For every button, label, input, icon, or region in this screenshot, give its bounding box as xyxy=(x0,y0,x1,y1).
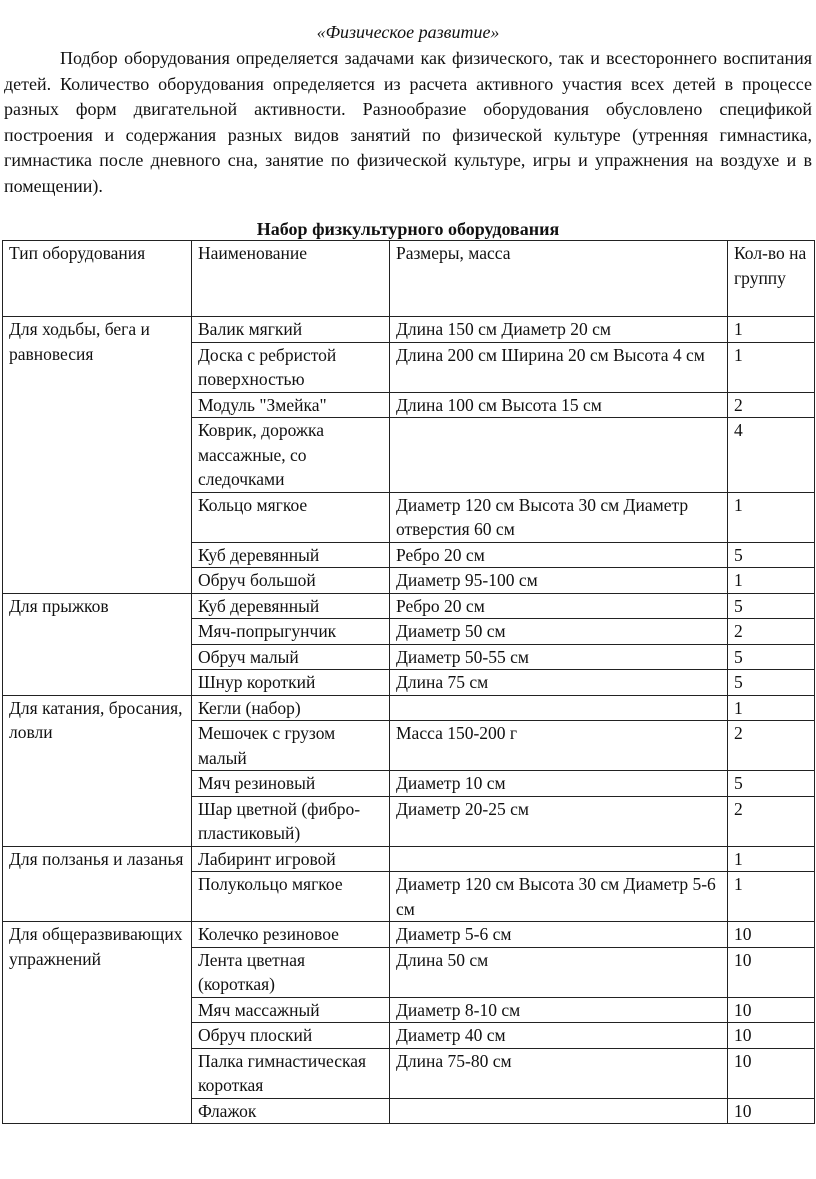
table-row xyxy=(3,317,815,343)
item-qty-cell: 5 xyxy=(728,593,815,619)
item-qty-cell: 1 xyxy=(728,568,815,594)
item-qty-cell: 10 xyxy=(728,997,815,1023)
item-size-cell xyxy=(390,695,728,721)
equipment-type-cell: Для прыжков xyxy=(3,593,192,695)
header-name: Наименование xyxy=(192,241,390,317)
item-qty-cell: 10 xyxy=(728,1048,815,1098)
intro-paragraph: Подбор оборудования определяется задачами как физического, так и всестороннего воспитания детей. Количество оборудования определяется из расчета активного участия всех детей в процессе разных форм двигательной активности. Разнообразие оборудования обусловлено спецификой построения и содержания разных видов занятий по физической культуре (утренняя гимнастика, гимнастика после дневного сна, занятие по физической культуре, игры и упражнения на воздухе и в помещении). xyxy=(4,48,812,196)
item-qty-cell: 1 xyxy=(728,492,815,542)
item-name-cell: Валик мягкий xyxy=(192,317,390,343)
item-size-cell: Диаметр 5-6 см xyxy=(390,922,728,948)
table-row xyxy=(3,922,815,948)
item-size-cell xyxy=(390,846,728,872)
item-qty-cell: 10 xyxy=(728,922,815,948)
item-size-cell: Диаметр 40 см xyxy=(390,1023,728,1049)
item-size-cell: Диаметр 120 см Высота 30 см Диаметр отверстия 60 см xyxy=(390,492,728,542)
item-qty-cell: 1 xyxy=(728,872,815,922)
item-name-cell: Кольцо мягкое xyxy=(192,492,390,542)
item-name-cell: Колечко резиновое xyxy=(192,922,390,948)
equipment-type-cell: Для общеразвивающих упражнений xyxy=(3,922,192,1124)
table-row xyxy=(3,695,815,721)
item-size-cell: Ребро 20 см xyxy=(390,542,728,568)
item-qty-cell: 10 xyxy=(728,1098,815,1124)
item-qty-cell: 2 xyxy=(728,721,815,771)
item-size-cell: Длина 150 см Диаметр 20 см xyxy=(390,317,728,343)
equipment-type-cell: Для катания, бросания, ловли xyxy=(3,695,192,846)
item-qty-cell: 5 xyxy=(728,542,815,568)
item-name-cell: Лента цветная (короткая) xyxy=(192,947,390,997)
item-qty-cell: 1 xyxy=(728,317,815,343)
section-heading: «Физическое развитие» xyxy=(316,22,500,42)
item-name-cell: Доска с ребристой поверхностью xyxy=(192,342,390,392)
item-size-cell xyxy=(390,418,728,493)
item-name-cell: Лабиринт игровой xyxy=(192,846,390,872)
item-name-cell: Шнур короткий xyxy=(192,670,390,696)
equipment-type-cell: Для ползанья и лазанья xyxy=(3,846,192,922)
item-size-cell: Диаметр 50 см xyxy=(390,619,728,645)
item-size-cell: Длина 75 см xyxy=(390,670,728,696)
table-row xyxy=(3,593,815,619)
item-name-cell: Коврик, дорожка массажные, со следочками xyxy=(192,418,390,493)
item-size-cell: Диаметр 10 см xyxy=(390,771,728,797)
item-size-cell: Диаметр 120 см Высота 30 см Диаметр 5-6 см xyxy=(390,872,728,922)
item-size-cell: Ребро 20 см xyxy=(390,593,728,619)
item-qty-cell: 2 xyxy=(728,392,815,418)
item-name-cell: Кегли (набор) xyxy=(192,695,390,721)
item-size-cell: Диаметр 95-100 см xyxy=(390,568,728,594)
item-size-cell: Масса 150-200 г xyxy=(390,721,728,771)
item-name-cell: Обруч малый xyxy=(192,644,390,670)
item-name-cell: Обруч большой xyxy=(192,568,390,594)
item-name-cell: Мяч-попрыгунчик xyxy=(192,619,390,645)
item-name-cell: Мяч резиновый xyxy=(192,771,390,797)
item-qty-cell: 10 xyxy=(728,947,815,997)
header-size: Размеры, масса xyxy=(390,241,728,317)
item-qty-cell: 5 xyxy=(728,771,815,797)
item-qty-cell: 1 xyxy=(728,695,815,721)
item-qty-cell: 2 xyxy=(728,796,815,846)
item-qty-cell: 4 xyxy=(728,418,815,493)
item-qty-cell: 1 xyxy=(728,342,815,392)
item-size-cell: Диаметр 50-55 см xyxy=(390,644,728,670)
item-qty-cell: 5 xyxy=(728,670,815,696)
item-name-cell: Куб деревянный xyxy=(192,593,390,619)
item-size-cell: Длина 50 см xyxy=(390,947,728,997)
header-type: Тип оборудования xyxy=(3,241,192,317)
item-qty-cell: 10 xyxy=(728,1023,815,1049)
item-size-cell: Длина 75-80 см xyxy=(390,1048,728,1098)
item-size-cell: Диаметр 20-25 см xyxy=(390,796,728,846)
item-name-cell: Мяч массажный xyxy=(192,997,390,1023)
item-name-cell: Палка гимнастическая короткая xyxy=(192,1048,390,1098)
table-row xyxy=(3,846,815,872)
item-name-cell: Модуль "Змейка" xyxy=(192,392,390,418)
header-qty: Кол-во на группу xyxy=(728,241,815,317)
item-qty-cell: 1 xyxy=(728,846,815,872)
item-qty-cell: 2 xyxy=(728,619,815,645)
equipment-table xyxy=(2,240,815,1124)
item-name-cell: Куб деревянный xyxy=(192,542,390,568)
item-name-cell: Полукольцо мягкое xyxy=(192,872,390,922)
equipment-type-cell: Для ходьбы, бега и равновесия xyxy=(3,317,192,594)
item-size-cell: Длина 100 см Высота 15 см xyxy=(390,392,728,418)
item-size-cell: Диаметр 8-10 см xyxy=(390,997,728,1023)
table-header-row xyxy=(3,241,815,317)
item-name-cell: Мешочек с грузом малый xyxy=(192,721,390,771)
item-name-cell: Шар цветной (фибро-пластиковый) xyxy=(192,796,390,846)
item-qty-cell: 5 xyxy=(728,644,815,670)
item-size-cell: Длина 200 см Ширина 20 см Высота 4 см xyxy=(390,342,728,392)
item-name-cell: Флажок xyxy=(192,1098,390,1124)
table-title: Набор физкультурного оборудования xyxy=(256,219,560,239)
item-name-cell: Обруч плоский xyxy=(192,1023,390,1049)
item-size-cell xyxy=(390,1098,728,1124)
